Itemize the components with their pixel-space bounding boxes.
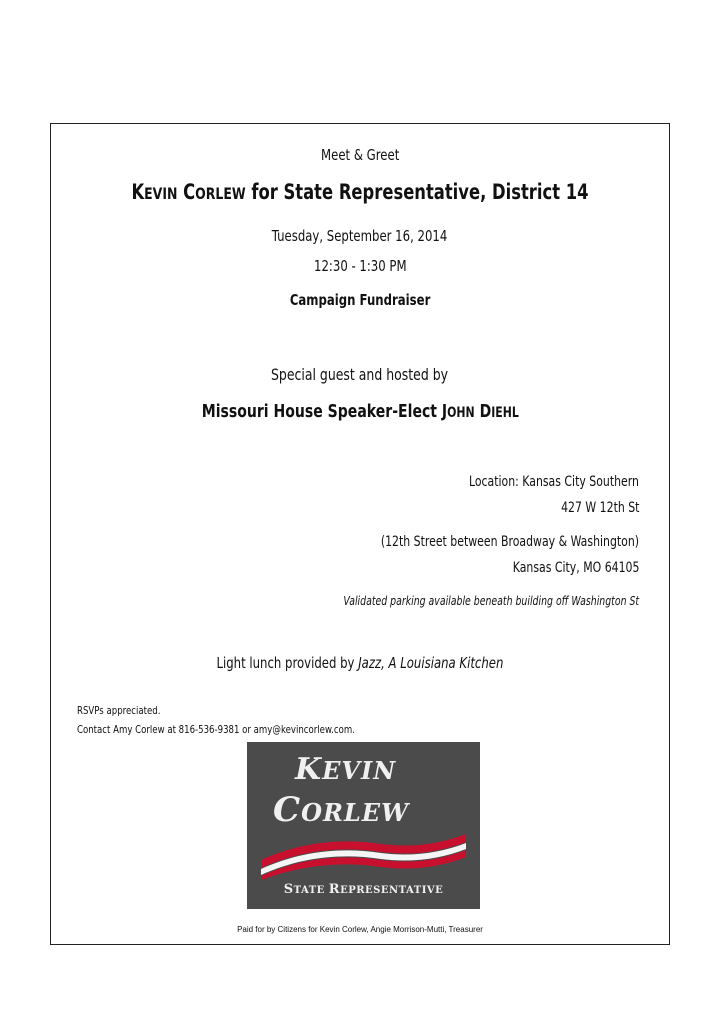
event-title-text	[131, 180, 588, 204]
rsvp-text: RSVPs appreciated.	[77, 704, 161, 717]
logo-subtitle	[247, 882, 480, 897]
location-address	[539, 500, 639, 516]
logo-corlew-sc: ORLEW	[301, 798, 410, 827]
event-type	[51, 291, 669, 309]
parking-note	[260, 594, 639, 608]
intro-line	[51, 146, 669, 164]
title-cap-c: C	[177, 180, 196, 204]
speaker-cap-d: D	[474, 401, 491, 422]
event-date	[51, 227, 669, 245]
lunch-vendor: Jazz, A Louisiana Kitchen	[358, 654, 504, 672]
rsvp-line	[77, 704, 184, 717]
title-sc-evin: EVIN	[144, 184, 178, 203]
event-time-text: 12:30 - 1:30 PM	[313, 257, 407, 275]
lunch-line	[51, 654, 669, 672]
logo-sub-cap-s: S	[283, 882, 294, 897]
logo-sub-cap-r: R	[328, 882, 341, 897]
title-rest: for State Representative, District 14	[245, 180, 589, 204]
logo-kevin	[295, 752, 396, 787]
logo-corlew-cap: C	[273, 790, 302, 830]
lunch-line-text	[217, 654, 504, 672]
flag-swoosh-icon	[261, 832, 466, 880]
speaker-line	[51, 401, 669, 422]
logo-kevin-cap: K	[295, 752, 323, 787]
paid-for-text: Paid for by Citizens for Kevin Corlew, Angie Morrison-Mutti, Treasurer	[237, 925, 483, 934]
speaker-line-text	[201, 401, 518, 422]
parking-note-text: Validated parking available beneath building off Washington St	[343, 594, 639, 608]
logo-sub-sc-epresentative: EPRESENTATIVE	[340, 885, 444, 896]
title-sc-orlew: ORLEW	[195, 184, 246, 203]
event-time	[51, 257, 669, 275]
location-address-text: 427 W 12th St	[560, 500, 639, 516]
guest-line	[51, 365, 669, 384]
title-cap-k: K	[131, 180, 145, 204]
logo-sub-sc-tate: TATE	[293, 885, 329, 896]
location-city	[477, 560, 639, 576]
location-name-text: Location: Kansas City Southern	[468, 474, 639, 490]
event-title	[51, 180, 669, 204]
campaign-logo	[247, 742, 480, 909]
logo-kevin-sc: EVIN	[322, 756, 397, 785]
guest-line-text: Special guest and hosted by	[271, 365, 449, 384]
speaker-sc-iehl: IEHL	[490, 405, 519, 421]
speaker-prefix: Missouri House Speaker-Elect J	[201, 401, 447, 422]
paid-for-disclaimer	[51, 925, 669, 934]
event-type-text: Campaign Fundraiser	[289, 291, 431, 309]
location-cross-streets	[308, 534, 639, 550]
speaker-sc-ohn: OHN	[446, 405, 475, 421]
invitation-frame	[50, 123, 670, 945]
location-cross-streets-text: (12th Street between Broadway & Washington)	[380, 534, 639, 550]
logo-corlew	[273, 790, 409, 830]
location-city-text: Kansas City, MO 64105	[512, 560, 639, 576]
contact-text: Contact Amy Corlew at 816-536-9381 or amy@kevincorlew.com.	[77, 723, 355, 736]
event-date-text: Tuesday, September 16, 2014	[272, 227, 448, 245]
contact-line	[77, 723, 433, 736]
lunch-prefix: Light lunch provided by	[216, 654, 359, 672]
location-name	[421, 474, 639, 490]
intro-text: Meet & Greet	[320, 146, 400, 164]
